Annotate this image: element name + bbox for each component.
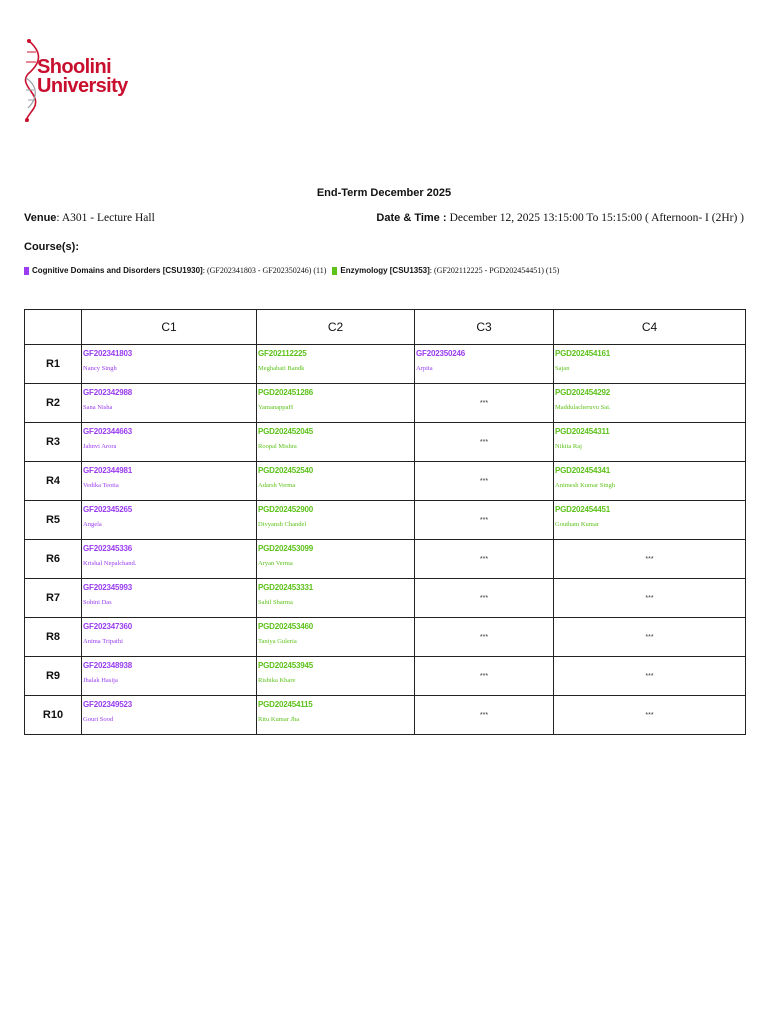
student-id: PGD202454451: [555, 505, 610, 514]
student-name: Angela: [83, 521, 102, 528]
row-label: R6: [25, 540, 82, 579]
empty-seat: ***: [415, 540, 554, 579]
course-legend: [24, 266, 565, 275]
seat-cell: [82, 540, 257, 579]
student-id: GF202345336: [83, 544, 132, 553]
venue-info: [24, 212, 155, 224]
student-id: PGD202452045: [258, 427, 313, 436]
student-name: Rishika Khare: [258, 677, 296, 684]
empty-seat: ***: [415, 501, 554, 540]
table-row: [25, 501, 746, 540]
empty-seat: ***: [554, 657, 746, 696]
venue-label: Venue: [24, 212, 57, 224]
student-id: PGD202453945: [258, 661, 313, 670]
seat-cell: [257, 384, 415, 423]
table-row: [25, 696, 746, 735]
student-name: Jahnvi Arora: [83, 443, 117, 450]
student-id: PGD202452900: [258, 505, 313, 514]
row-label: R5: [25, 501, 82, 540]
student-id: GF202348938: [83, 661, 132, 670]
seat-cell: [82, 462, 257, 501]
exam-title: End-Term December 2025: [316, 187, 452, 199]
empty-seat: ***: [415, 696, 554, 735]
course-range: : (GF202341803 - GF202350246) (11): [202, 266, 327, 275]
seat-cell: [82, 384, 257, 423]
table-row: [25, 423, 746, 462]
empty-seat: ***: [415, 384, 554, 423]
student-name: Jhalak Hasija: [83, 677, 118, 684]
seat-cell: [82, 618, 257, 657]
student-name: Sajan: [555, 365, 570, 372]
student-id: GF202342988: [83, 388, 132, 397]
student-name: Goutham Kumar: [555, 521, 599, 528]
empty-seat: ***: [415, 618, 554, 657]
student-id: PGD202453331: [258, 583, 313, 592]
student-name: Sana Nisha: [83, 404, 113, 411]
student-id: GF202345265: [83, 505, 132, 514]
student-name: Meghabati Bandk: [258, 365, 305, 372]
seat-cell: [415, 345, 554, 384]
student-id: GF202349523: [83, 700, 132, 709]
student-id: GF202341803: [83, 349, 132, 358]
seating-rows: [25, 345, 746, 735]
seat-cell: [257, 501, 415, 540]
student-id: PGD202454341: [555, 466, 610, 475]
column-header: C2: [257, 310, 415, 345]
student-name: Arpita: [416, 365, 433, 372]
seat-cell: [554, 423, 746, 462]
seat-cell: [257, 618, 415, 657]
column-header: C3: [415, 310, 554, 345]
student-name: Nikita Raj: [555, 443, 582, 450]
table-row: [25, 657, 746, 696]
student-name: Taniya Guleria: [258, 638, 297, 645]
university-logo: [24, 38, 128, 122]
student-id: GF202347360: [83, 622, 132, 631]
student-name: Divyansh Chandel: [258, 521, 307, 528]
empty-seat: ***: [415, 579, 554, 618]
student-name: Animesh Kumar Singh: [555, 482, 615, 489]
table-row: [25, 345, 746, 384]
student-name: Roopal Mishra: [258, 443, 297, 450]
table-row: [25, 462, 746, 501]
student-id: PGD202454311: [555, 427, 610, 436]
university-wordmark: [37, 58, 128, 96]
corner-cell: [25, 310, 82, 345]
courses-heading: Course(s):: [24, 241, 80, 253]
seat-cell: [257, 657, 415, 696]
seat-cell: [554, 462, 746, 501]
seat-cell: [554, 384, 746, 423]
date-time-value: December 12, 2025 13:15:00 To 15:15:00 ( Afternoon- I (2Hr) ): [449, 212, 744, 224]
seat-cell: [82, 345, 257, 384]
seat-cell: [554, 501, 746, 540]
student-id: GF202112225: [258, 349, 307, 358]
student-id: PGD202454161: [555, 349, 610, 358]
seating-plan-table: [24, 309, 746, 735]
column-header: C1: [82, 310, 257, 345]
row-label: R2: [25, 384, 82, 423]
table-row: [25, 384, 746, 423]
row-label: R9: [25, 657, 82, 696]
student-id: GF202345993: [83, 583, 132, 592]
empty-seat: ***: [554, 696, 746, 735]
row-label: R7: [25, 579, 82, 618]
student-name: Adarsh Verma: [258, 482, 296, 489]
student-id: GF202344981: [83, 466, 132, 475]
university-name-line2: University: [37, 75, 128, 97]
table-row: [25, 540, 746, 579]
course-color-swatch: [24, 267, 29, 275]
seat-cell: [257, 579, 415, 618]
seat-cell: [257, 462, 415, 501]
seat-cell: [257, 540, 415, 579]
student-id: GF202350246: [416, 349, 465, 358]
student-name: Anima Tripathi: [83, 638, 123, 645]
course-name: Cognitive Domains and Disorders [CSU1930]: [32, 266, 203, 275]
empty-seat: ***: [554, 618, 746, 657]
seat-cell: [82, 657, 257, 696]
student-id: PGD202453099: [258, 544, 313, 553]
empty-seat: ***: [415, 462, 554, 501]
row-label: R10: [25, 696, 82, 735]
row-label: R4: [25, 462, 82, 501]
seat-cell: [554, 345, 746, 384]
row-label: R3: [25, 423, 82, 462]
date-time-info: [376, 212, 744, 224]
seat-cell: [82, 579, 257, 618]
row-label: R1: [25, 345, 82, 384]
student-name: Nancy Singh: [83, 365, 117, 372]
university-name-line1: Shoolini: [37, 56, 112, 78]
date-time-label: Date & Time :: [376, 212, 447, 224]
seat-cell: [257, 423, 415, 462]
student-name: Gouri Sood: [83, 716, 114, 723]
table-header-row: [25, 310, 746, 345]
seat-cell: [82, 696, 257, 735]
empty-seat: ***: [554, 540, 746, 579]
empty-seat: ***: [554, 579, 746, 618]
empty-seat: ***: [415, 423, 554, 462]
table-row: [25, 618, 746, 657]
student-id: PGD202453460: [258, 622, 313, 631]
student-name: Krishal Nepalchand.: [83, 560, 137, 567]
student-name: Ritu Kumar Jha: [258, 716, 300, 723]
student-name: Aryan Verma: [258, 560, 293, 567]
student-name: Sohini Das: [83, 599, 112, 606]
seat-cell: [257, 345, 415, 384]
student-name: Vedika Teotia: [83, 482, 119, 489]
student-name: YamanappaH: [258, 404, 294, 411]
student-id: PGD202451286: [258, 388, 313, 397]
student-name: Sahil Sharma: [258, 599, 293, 606]
seat-cell: [82, 501, 257, 540]
course-name: Enzymology [CSU1353]: [340, 266, 430, 275]
course-color-swatch: [332, 267, 337, 275]
student-id: PGD202454115: [258, 700, 313, 709]
column-header: C4: [554, 310, 746, 345]
seat-cell: [82, 423, 257, 462]
student-name: Maddulacheruvu Sai.: [555, 404, 611, 411]
empty-seat: ***: [415, 657, 554, 696]
row-label: R8: [25, 618, 82, 657]
student-id: PGD202452540: [258, 466, 313, 475]
student-id: GF202344663: [83, 427, 132, 436]
table-row: [25, 579, 746, 618]
seat-cell: [257, 696, 415, 735]
venue-value: : A301 - Lecture Hall: [56, 212, 155, 224]
student-id: PGD202454292: [555, 388, 610, 397]
course-range: : (GF202112225 - PGD202454451) (15): [429, 266, 560, 275]
